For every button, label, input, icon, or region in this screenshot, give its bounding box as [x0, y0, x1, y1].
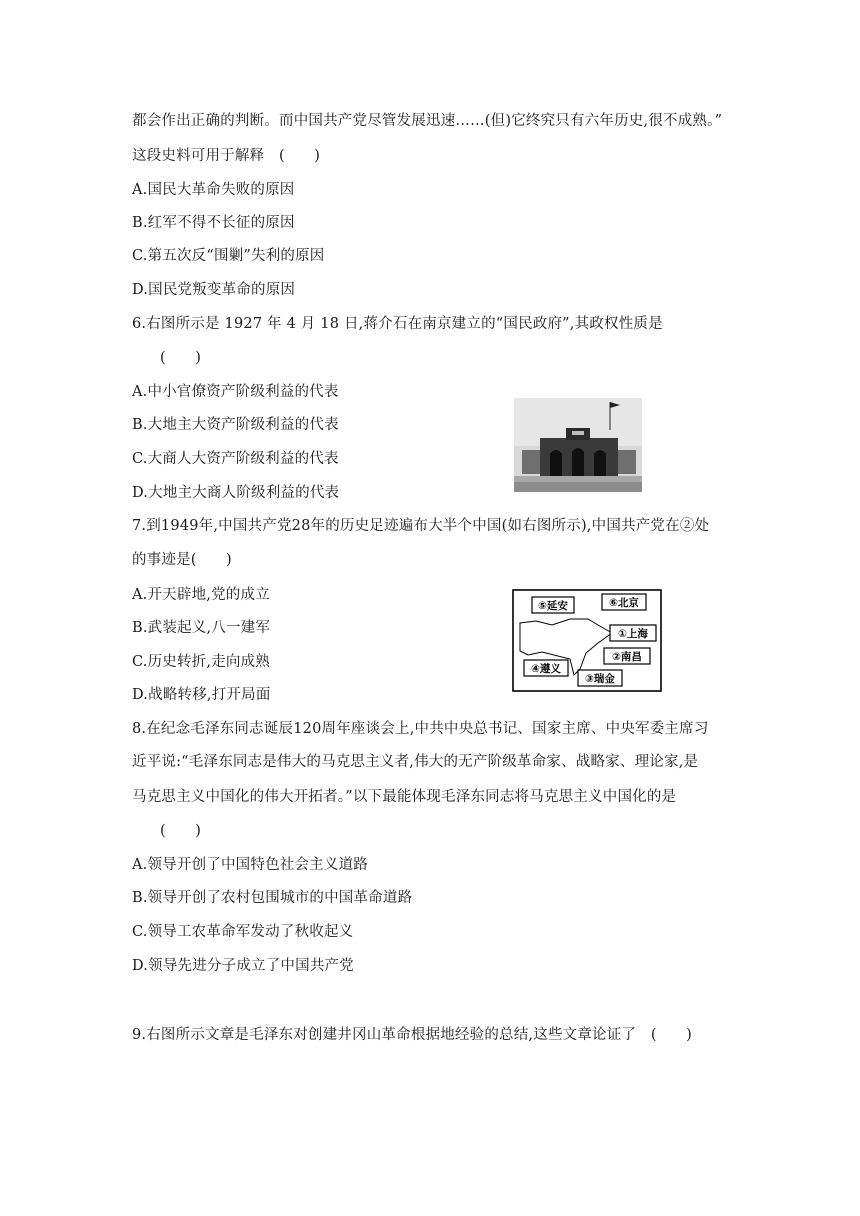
map-label-shanghai: [610, 625, 656, 641]
option-q5-b: B.红军不得不长征的原因: [132, 215, 295, 231]
map-label-beijing: [602, 594, 646, 610]
svg-text:①上海: ①上海: [618, 628, 648, 640]
option-q8-a: A.领导开创了中国特色社会主义道路: [132, 857, 368, 873]
svg-text:⑥北京: ⑥北京: [609, 597, 639, 609]
option-q8-b: B.领导开创了农村包围城市的中国革命道路: [132, 890, 413, 906]
question-8-paren: ( ): [160, 823, 202, 839]
svg-text:⑤延安: ⑤延安: [538, 600, 568, 612]
map-label-zunyi: [524, 660, 568, 676]
option-q6-d: D.大地主大商人阶级利益的代表: [132, 485, 340, 501]
question-7-cont: 的事迹是( ): [132, 552, 232, 568]
option-q6-b: B.大地主大资产阶级利益的代表: [132, 417, 339, 433]
question-6-paren: ( ): [160, 350, 202, 366]
svg-text:③瑞金: ③瑞金: [585, 673, 615, 685]
option-q8-c: C.领导工农革命军发动了秋收起义: [132, 924, 354, 940]
option-q7-c: C.历史转折,走向成熟: [132, 654, 270, 670]
nanjing-government-building-photo: [514, 398, 642, 492]
option-q6-a: A.中小官僚资产阶级利益的代表: [132, 384, 339, 400]
option-q7-b: B.武装起义,八一建军: [132, 620, 271, 636]
map-label-nanchang: [604, 648, 650, 664]
map-label-yanan: [532, 597, 574, 613]
option-q5-d: D.国民党叛变革命的原因: [132, 282, 296, 298]
line-q5-stem: 这段史料可用于解释 ( ): [132, 148, 321, 164]
svg-text:④遵义: ④遵义: [531, 663, 561, 675]
question-7: 7.到1949年,中国共产党28年的历史足迹遍布大半个中国(如右图所示),中国共产党在②处: [132, 518, 710, 534]
option-q8-d: D.领导先进分子成立了中国共产党: [132, 958, 354, 974]
question-9: 9.右图所示文章是毛泽东对创建井冈山革命根据地经验的总结,这些文章论证了 ( ): [132, 1027, 692, 1043]
line-q5-context: 都会作出正确的判断。而中国共产党尽管发展迅速……(但)它终究只有六年历史,很不成熟。”: [132, 113, 723, 129]
question-8-line-2: 近平说:“毛泽东同志是伟大的马克思主义者,伟大的无产阶级革命家、战略家、理论家,是: [132, 754, 699, 770]
question-8-line-1: 8.在纪念毛泽东同志诞辰120周年座谈会上,中共中央总书记、国家主席、中央军委主席习: [132, 721, 709, 737]
option-q7-d: D.战略转移,打开局面: [132, 687, 271, 703]
option-q5-c: C.第五次反“围剿”失利的原因: [132, 248, 325, 264]
map-label-ruijin: [578, 670, 622, 686]
svg-text:②南昌: ②南昌: [612, 651, 642, 663]
question-8-line-3: 马克思主义中国化的伟大开拓者。”以下最能体现毛泽东同志将马克思主义中国化的是: [132, 789, 677, 805]
option-q6-c: C.大商人大资产阶级利益的代表: [132, 451, 339, 467]
party-history-route-map: [512, 589, 662, 692]
question-6: 6.右图所示是 1927 年 4 月 18 日,蒋介石在南京建立的“国民政府”,其政权性质是: [132, 316, 663, 332]
option-q5-a: A.国民大革命失败的原因: [132, 182, 295, 198]
option-q7-a: A.开天辟地,党的成立: [132, 587, 270, 603]
